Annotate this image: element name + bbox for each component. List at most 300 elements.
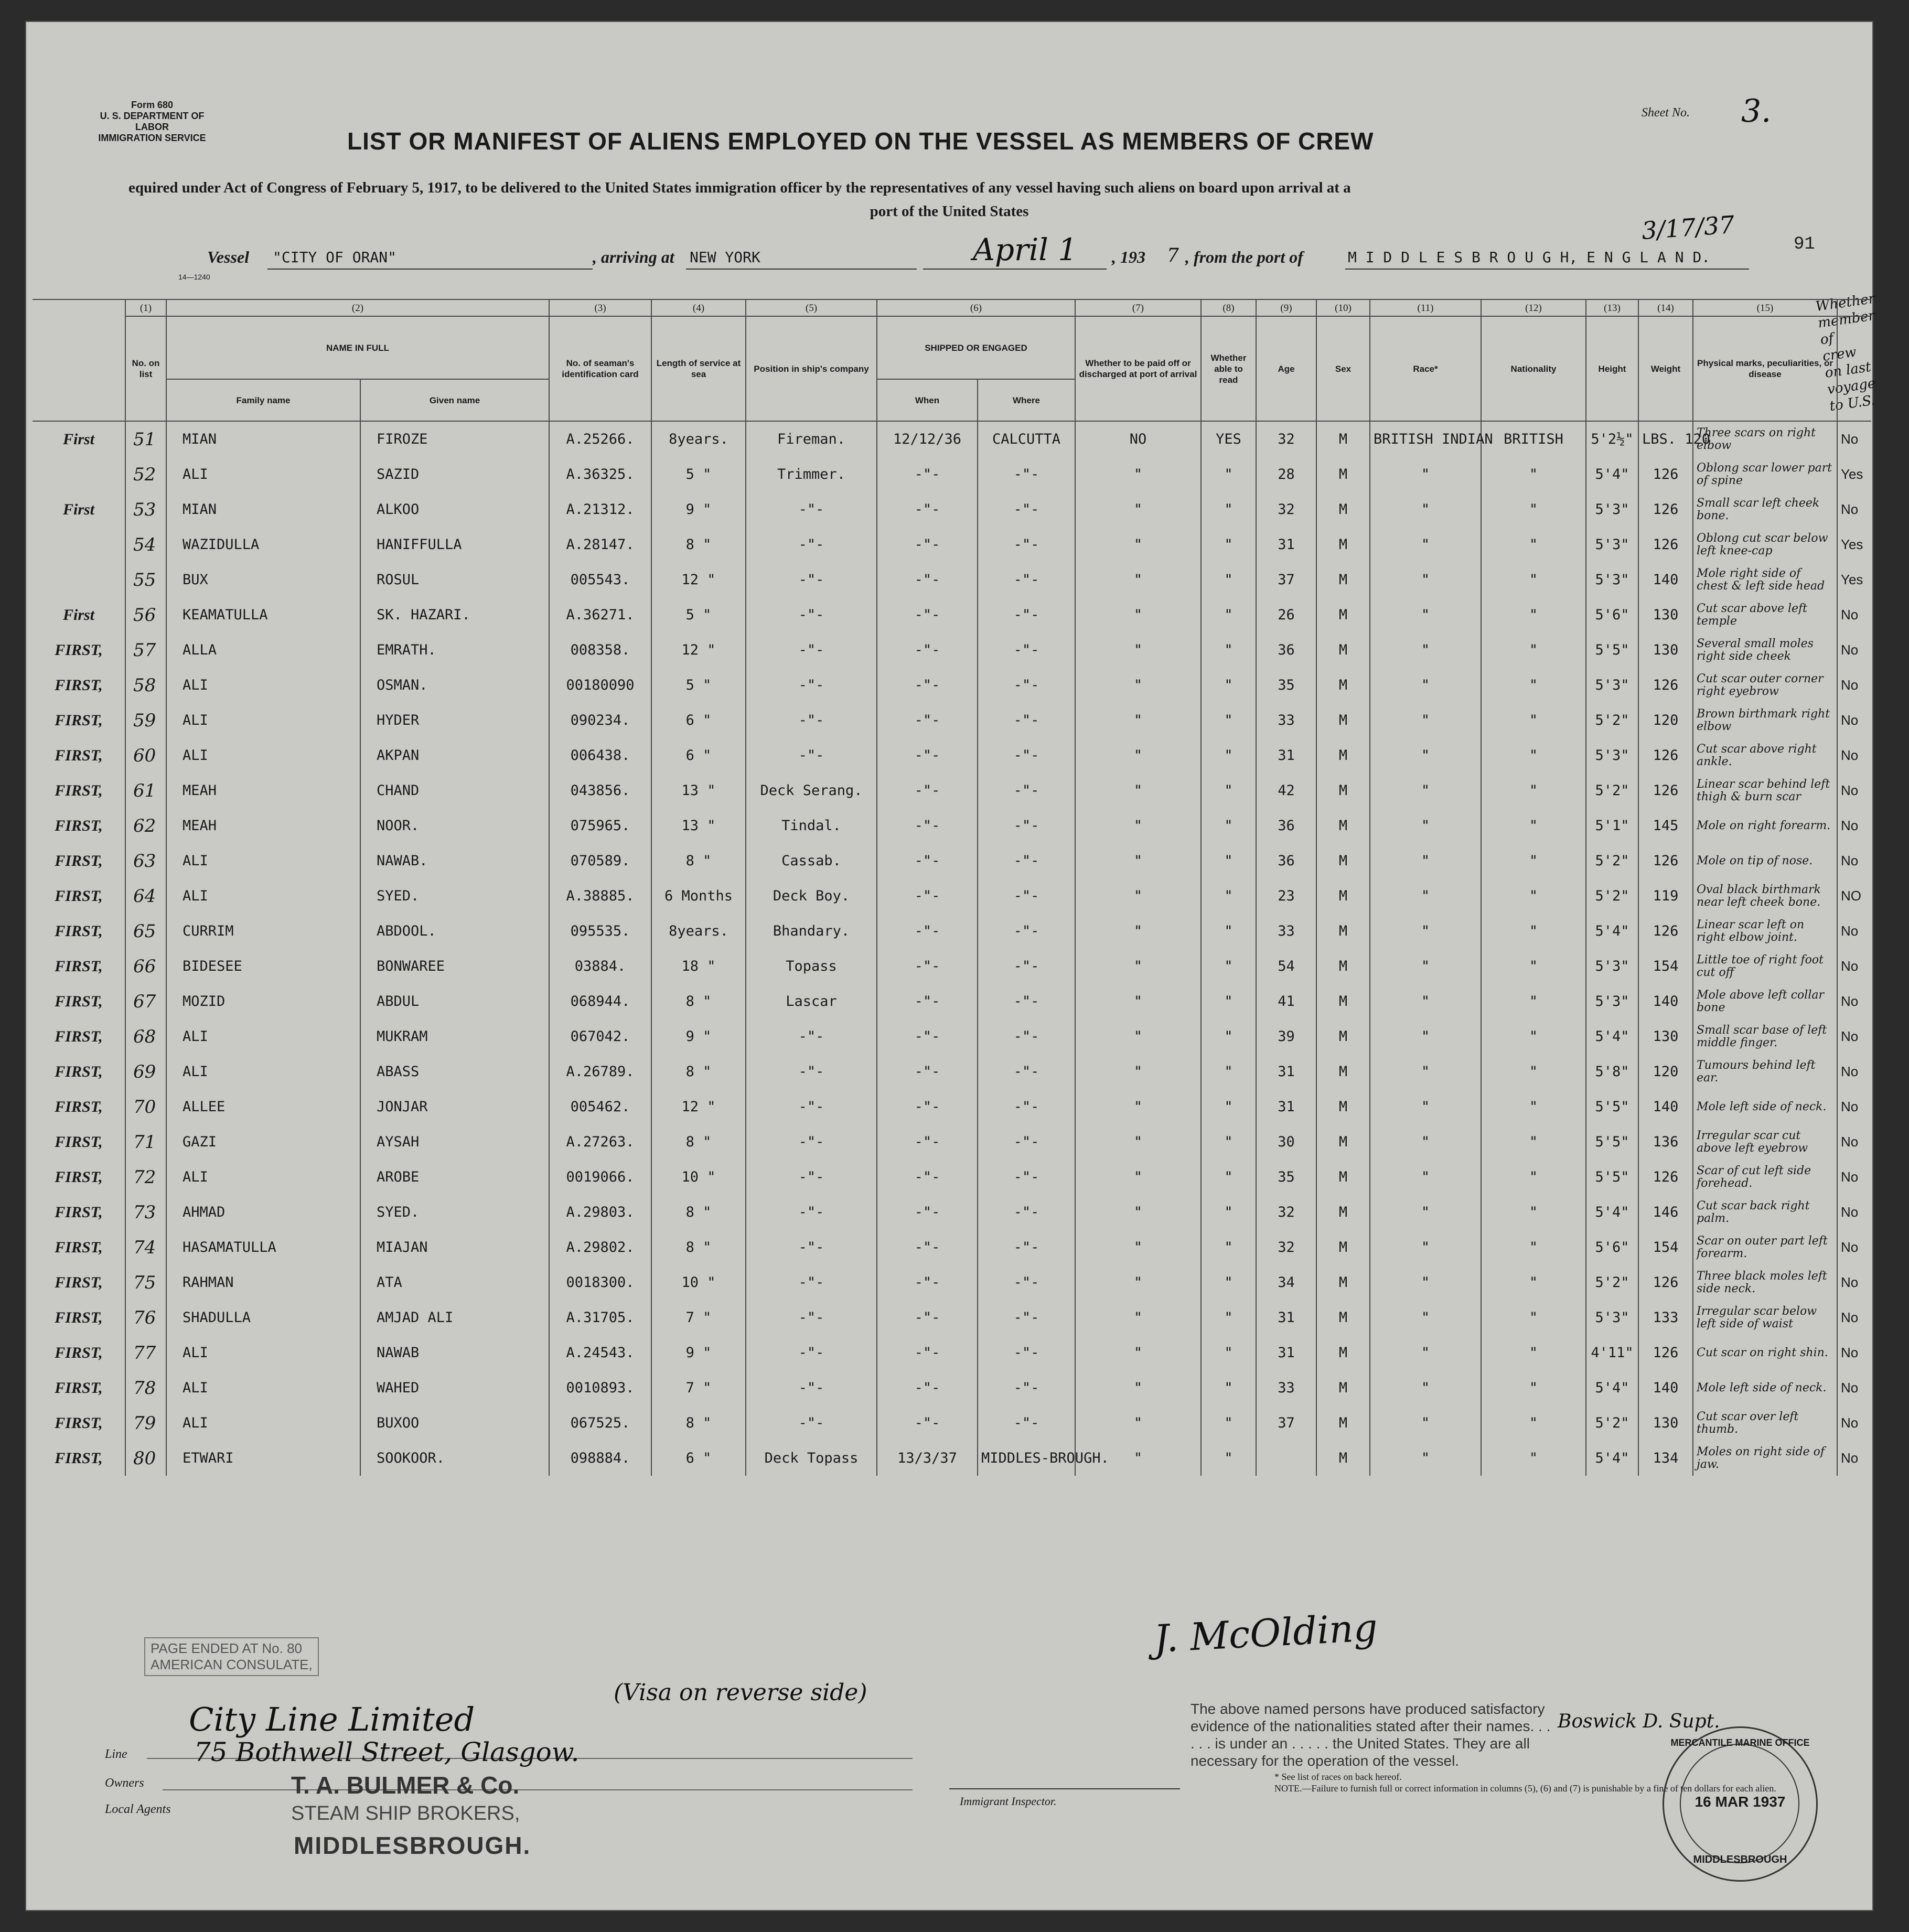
family-name: BUX: [166, 562, 360, 597]
prior-voyage: No: [1837, 914, 1871, 949]
service-length: 10 ": [651, 1160, 746, 1195]
sex: M: [1316, 843, 1370, 878]
sheet-number: 3.: [1741, 93, 1772, 130]
position: -"-: [746, 703, 877, 738]
row-tag: FIRST,: [33, 703, 125, 738]
physical-marks: Oblong cut scar below left knee-cap: [1693, 527, 1837, 562]
service: IMMIGRATION SERVICE: [98, 133, 206, 143]
shipped-when: -"-: [877, 738, 978, 773]
prior-voyage: No: [1837, 1441, 1871, 1476]
table-row: [33, 1405, 1871, 1441]
table-row: [33, 1160, 1871, 1195]
height: 5'4": [1586, 1195, 1638, 1230]
col-num-1: (1): [125, 299, 166, 316]
position: -"-: [746, 562, 877, 597]
paid-off: ": [1075, 1300, 1201, 1335]
shipped-where: CALCUTTA: [978, 421, 1075, 457]
list-number: 64: [125, 878, 166, 914]
row-tag: [33, 527, 125, 562]
table-row: [33, 703, 1871, 738]
able-to-read: ": [1201, 703, 1256, 738]
shipped-when: -"-: [877, 527, 978, 562]
race: ": [1370, 457, 1481, 492]
service-length: 6 ": [651, 738, 746, 773]
age: 32: [1256, 421, 1316, 457]
shipped-where: -"-: [978, 1054, 1075, 1089]
card-number: 005462.: [549, 1089, 651, 1124]
family-name: HASAMATULLA: [166, 1230, 360, 1265]
prior-voyage: Yes: [1837, 527, 1871, 562]
list-number: 72: [125, 1160, 166, 1195]
sex: M: [1316, 1160, 1370, 1195]
row-tag: FIRST,: [33, 1195, 125, 1230]
print-code: 14—1240: [178, 273, 210, 281]
list-number: 74: [125, 1230, 166, 1265]
given-name: BONWAREE: [360, 949, 549, 984]
prior-voyage: No: [1837, 1160, 1871, 1195]
able-to-read: ": [1201, 1019, 1256, 1054]
page-number: 91: [1794, 234, 1815, 254]
card-number: 098884.: [549, 1441, 651, 1476]
card-number: 0019066.: [549, 1160, 651, 1195]
sex: M: [1316, 1441, 1370, 1476]
service-length: 10 ": [651, 1265, 746, 1300]
shipped-where: -"-: [978, 1124, 1075, 1160]
weight: 126: [1638, 773, 1693, 808]
position: -"-: [746, 1300, 877, 1335]
table-row: [33, 1195, 1871, 1230]
height: 5'2": [1586, 1405, 1638, 1441]
list-number: 67: [125, 984, 166, 1019]
able-to-read: ": [1201, 843, 1256, 878]
able-to-read: ": [1201, 492, 1256, 527]
weight: 133: [1638, 1300, 1693, 1335]
table-row: [33, 562, 1871, 597]
height: 5'6": [1586, 1230, 1638, 1265]
sex: M: [1316, 1089, 1370, 1124]
shipped-where: -"-: [978, 492, 1075, 527]
header-where: Where: [978, 379, 1075, 421]
height: 5'3": [1586, 668, 1638, 703]
weight: 134: [1638, 1441, 1693, 1476]
col-num-3: (3): [549, 299, 651, 316]
stamp-city: MIDDLESBROUGH: [1693, 1854, 1787, 1865]
sex: M: [1316, 492, 1370, 527]
shipped-when: 12/12/36: [877, 421, 978, 457]
race: ": [1370, 1335, 1481, 1370]
paid-off: ": [1075, 1441, 1201, 1476]
sex: M: [1316, 668, 1370, 703]
paid-off: ": [1075, 1370, 1201, 1405]
age: 28: [1256, 457, 1316, 492]
physical-marks: Mole left side of neck.: [1693, 1089, 1837, 1124]
paid-off: ": [1075, 1230, 1201, 1265]
physical-marks: Cut scar above right ankle.: [1693, 738, 1837, 773]
age: 34: [1256, 1265, 1316, 1300]
weight: 140: [1638, 984, 1693, 1019]
service-length: 9 ": [651, 1335, 746, 1370]
card-number: A.36325.: [549, 457, 651, 492]
header-age: Age: [1256, 316, 1316, 421]
card-number: A.31705.: [549, 1300, 651, 1335]
service-length: 12 ": [651, 562, 746, 597]
position: -"-: [746, 597, 877, 632]
family-name: AHMAD: [166, 1195, 360, 1230]
position: -"-: [746, 1195, 877, 1230]
position: -"-: [746, 1019, 877, 1054]
page-ended-stamp: [144, 1637, 319, 1676]
header-sex: Sex: [1316, 316, 1370, 421]
age: 36: [1256, 808, 1316, 843]
race: ": [1370, 632, 1481, 668]
service-length: 8 ": [651, 1230, 746, 1265]
prior-voyage: Yes: [1837, 457, 1871, 492]
family-name: GAZI: [166, 1124, 360, 1160]
card-number: 067525.: [549, 1405, 651, 1441]
nationality: ": [1481, 878, 1586, 914]
family-name: MEAH: [166, 773, 360, 808]
card-number: 075965.: [549, 808, 651, 843]
family-name: ALI: [166, 1335, 360, 1370]
given-name: HYDER: [360, 703, 549, 738]
physical-marks: Mole right side of chest & left side head: [1693, 562, 1837, 597]
given-name: WAHED: [360, 1370, 549, 1405]
height: 5'2½": [1586, 421, 1638, 457]
shipped-when: -"-: [877, 914, 978, 949]
nationality: ": [1481, 1405, 1586, 1441]
prior-voyage: No: [1837, 1300, 1871, 1335]
table-row: [33, 527, 1871, 562]
line-label: Line: [105, 1747, 127, 1761]
race: ": [1370, 1370, 1481, 1405]
shipped-when: -"-: [877, 1089, 978, 1124]
shipped-where: -"-: [978, 457, 1075, 492]
race: ": [1370, 984, 1481, 1019]
race: ": [1370, 703, 1481, 738]
vessel-label: Vessel: [207, 248, 249, 266]
age: 32: [1256, 1195, 1316, 1230]
table-row: [33, 1265, 1871, 1300]
shipped-when: -"-: [877, 1265, 978, 1300]
prior-voyage: No: [1837, 1265, 1871, 1300]
certify-text: The above named persons have produced satisfactory evidence of the nationalities stated after their names. . . . . . is under an . . . . . the United States. They are all necessary for the operation of the vessel.: [1191, 1701, 1551, 1769]
given-name: NOOR.: [360, 808, 549, 843]
age: 31: [1256, 1089, 1316, 1124]
paid-off: ": [1075, 984, 1201, 1019]
sex: M: [1316, 949, 1370, 984]
header-position: Position in ship's company: [746, 316, 877, 421]
card-number: A.29803.: [549, 1195, 651, 1230]
weight: 154: [1638, 949, 1693, 984]
header-seaman-card: No. of seaman's identification card: [549, 316, 651, 421]
paid-off: ": [1075, 562, 1201, 597]
table-row: [33, 1441, 1871, 1476]
physical-marks: Moles on right side of jaw.: [1693, 1441, 1837, 1476]
physical-marks: Small scar left cheek bone.: [1693, 492, 1837, 527]
nationality: ": [1481, 1124, 1586, 1160]
race: ": [1370, 843, 1481, 878]
card-number: 03884.: [549, 949, 651, 984]
shipped-where: -"-: [978, 562, 1075, 597]
card-number: 090234.: [549, 703, 651, 738]
given-name: EMRATH.: [360, 632, 549, 668]
paid-off: ": [1075, 1160, 1201, 1195]
shipped-where: -"-: [978, 527, 1075, 562]
race: ": [1370, 1019, 1481, 1054]
col-num-4: (4): [651, 299, 746, 316]
paid-off: ": [1075, 1335, 1201, 1370]
position: -"-: [746, 632, 877, 668]
sex: M: [1316, 878, 1370, 914]
shipped-when: -"-: [877, 984, 978, 1019]
card-number: A.36271.: [549, 597, 651, 632]
service-length: 8years.: [651, 914, 746, 949]
position: -"-: [746, 738, 877, 773]
weight: 126: [1638, 668, 1693, 703]
height: 5'4": [1586, 1370, 1638, 1405]
shipped-where: -"-: [978, 1230, 1075, 1265]
vessel-name: "CITY OF ORAN": [273, 249, 397, 266]
list-number: 60: [125, 738, 166, 773]
column-number-row: [33, 299, 1871, 316]
family-name: CURRIM: [166, 914, 360, 949]
sex: M: [1316, 1195, 1370, 1230]
card-number: 0018300.: [549, 1265, 651, 1300]
height: 5'2": [1586, 878, 1638, 914]
nationality: ": [1481, 984, 1586, 1019]
service-length: 5 ": [651, 597, 746, 632]
nationality: ": [1481, 1265, 1586, 1300]
nationality: ": [1481, 1089, 1586, 1124]
prior-voyage: No: [1837, 738, 1871, 773]
age: 33: [1256, 1370, 1316, 1405]
agents-label: Local Agents: [105, 1802, 171, 1816]
sex: M: [1316, 597, 1370, 632]
race: ": [1370, 1300, 1481, 1335]
service-length: 13 ": [651, 773, 746, 808]
race: ": [1370, 1441, 1481, 1476]
service-length: 8 ": [651, 527, 746, 562]
list-number: 56: [125, 597, 166, 632]
shipped-when: -"-: [877, 808, 978, 843]
shipped-when: -"-: [877, 597, 978, 632]
sex: M: [1316, 1265, 1370, 1300]
family-name: ALI: [166, 878, 360, 914]
prior-voyage: No: [1837, 421, 1871, 457]
race: ": [1370, 808, 1481, 843]
service-length: 8 ": [651, 984, 746, 1019]
service-length: 9 ": [651, 492, 746, 527]
shipped-where: -"-: [978, 1370, 1075, 1405]
height: 5'5": [1586, 1089, 1638, 1124]
arriving-label: , arriving at: [593, 248, 674, 266]
table-row: [33, 1300, 1871, 1335]
position: Tindal.: [746, 808, 877, 843]
list-number: 78: [125, 1370, 166, 1405]
race: ": [1370, 878, 1481, 914]
family-name: ALI: [166, 1019, 360, 1054]
table-row: [33, 1089, 1871, 1124]
prior-voyage: No: [1837, 492, 1871, 527]
row-tag: FIRST,: [33, 1335, 125, 1370]
card-number: A.38885.: [549, 878, 651, 914]
race: ": [1370, 527, 1481, 562]
prior-voyage: No: [1837, 668, 1871, 703]
shipped-when: -"-: [877, 1230, 978, 1265]
race: ": [1370, 914, 1481, 949]
shipped-where: -"-: [978, 1089, 1075, 1124]
sex: M: [1316, 1124, 1370, 1160]
height: 5'1": [1586, 808, 1638, 843]
list-number: 65: [125, 914, 166, 949]
shipped-when: -"-: [877, 1370, 978, 1405]
sex: M: [1316, 1230, 1370, 1265]
height: 5'3": [1586, 738, 1638, 773]
card-number: 00180090: [549, 668, 651, 703]
page-title: LIST OR MANIFEST OF ALIENS EMPLOYED ON THE VESSEL AS MEMBERS OF CREW: [347, 127, 1374, 155]
able-to-read: ": [1201, 668, 1256, 703]
year-value: 7: [1167, 245, 1179, 266]
nationality: ": [1481, 1019, 1586, 1054]
owners-underline: [163, 1789, 913, 1790]
paid-off: ": [1075, 457, 1201, 492]
department: U. S. DEPARTMENT OF LABOR: [100, 111, 205, 132]
physical-marks: Tumours behind left ear.: [1693, 1054, 1837, 1089]
table-row: [33, 1370, 1871, 1405]
race: ": [1370, 1230, 1481, 1265]
row-tag: FIRST,: [33, 738, 125, 773]
given-name: AKPAN: [360, 738, 549, 773]
row-tag: FIRST,: [33, 878, 125, 914]
prior-voyage: No: [1837, 632, 1871, 668]
card-number: A.28147.: [549, 527, 651, 562]
from-underline: [1345, 269, 1749, 270]
nationality: ": [1481, 1335, 1586, 1370]
prior-voyage: No: [1837, 1405, 1871, 1441]
shipped-where: -"-: [978, 1300, 1075, 1335]
list-number: 68: [125, 1019, 166, 1054]
list-number: 54: [125, 527, 166, 562]
prior-voyage: No: [1837, 949, 1871, 984]
prior-voyage: No: [1837, 843, 1871, 878]
sex: M: [1316, 527, 1370, 562]
paid-off: ": [1075, 843, 1201, 878]
prior-voyage: No: [1837, 1230, 1871, 1265]
family-name: ALI: [166, 457, 360, 492]
prior-voyage: No: [1837, 1370, 1871, 1405]
given-name: AYSAH: [360, 1124, 549, 1160]
card-number: A.29802.: [549, 1230, 651, 1265]
service-length: 8 ": [651, 1124, 746, 1160]
prior-voyage: No: [1837, 597, 1871, 632]
physical-marks: Mole left side of neck.: [1693, 1370, 1837, 1405]
physical-marks: Linear scar behind left thigh & burn scar: [1693, 773, 1837, 808]
weight: 126: [1638, 1265, 1693, 1300]
service-length: 9 ": [651, 1019, 746, 1054]
shipped-where: -"-: [978, 914, 1075, 949]
shipped-when: -"-: [877, 1300, 978, 1335]
race: ": [1370, 949, 1481, 984]
shipped-when: -"-: [877, 632, 978, 668]
table-row: [33, 808, 1871, 843]
service-length: 6 ": [651, 703, 746, 738]
weight: 146: [1638, 1195, 1693, 1230]
col-num-8: (8): [1201, 299, 1256, 316]
race: ": [1370, 1089, 1481, 1124]
row-tag: [33, 562, 125, 597]
table-row: [33, 773, 1871, 808]
height: 5'2": [1586, 843, 1638, 878]
height: 5'4": [1586, 1441, 1638, 1476]
col-num-2: (2): [166, 299, 549, 316]
paid-off: ": [1075, 632, 1201, 668]
header-row-1: [33, 316, 1871, 379]
table-row: [33, 597, 1871, 632]
family-name: BIDESEE: [166, 949, 360, 984]
row-tag: [33, 457, 125, 492]
list-number: 53: [125, 492, 166, 527]
race: ": [1370, 1265, 1481, 1300]
able-to-read: ": [1201, 457, 1256, 492]
nationality: ": [1481, 703, 1586, 738]
shipped-when: -"-: [877, 492, 978, 527]
height: 5'5": [1586, 1160, 1638, 1195]
weight: 140: [1638, 1370, 1693, 1405]
header-name-in-full: NAME IN FULL: [166, 316, 549, 379]
weight: 154: [1638, 1230, 1693, 1265]
list-number: 52: [125, 457, 166, 492]
card-number: 070589.: [549, 843, 651, 878]
sex: M: [1316, 457, 1370, 492]
shipped-when: -"-: [877, 949, 978, 984]
shipped-where: -"-: [978, 632, 1075, 668]
row-tag: FIRST,: [33, 1265, 125, 1300]
race: ": [1370, 1195, 1481, 1230]
nationality: ": [1481, 773, 1586, 808]
able-to-read: ": [1201, 527, 1256, 562]
family-name: ALI: [166, 668, 360, 703]
row-tag: FIRST,: [33, 1054, 125, 1089]
age: 37: [1256, 562, 1316, 597]
service-length: 8 ": [651, 843, 746, 878]
table-row: [33, 1054, 1871, 1089]
line-value: City Line Limited: [189, 1700, 475, 1738]
row-tag: FIRST,: [33, 1441, 125, 1476]
sex: M: [1316, 1405, 1370, 1441]
table-row: [33, 843, 1871, 878]
card-number: A.21312.: [549, 492, 651, 527]
paid-off: ": [1075, 914, 1201, 949]
card-number: A.25266.: [549, 421, 651, 457]
list-number: 79: [125, 1405, 166, 1441]
card-number: 0010893.: [549, 1370, 651, 1405]
prior-voyage: No: [1837, 1124, 1871, 1160]
service-length: 8years.: [651, 421, 746, 457]
able-to-read: ": [1201, 773, 1256, 808]
service-length: 8 ": [651, 1054, 746, 1089]
position: Topass: [746, 949, 877, 984]
port-underline: [686, 269, 917, 270]
given-name: ABDUL: [360, 984, 549, 1019]
nationality: ": [1481, 1441, 1586, 1476]
card-number: 068944.: [549, 984, 651, 1019]
family-name: MOZID: [166, 984, 360, 1019]
page-ended: PAGE ENDED AT No. 80: [151, 1640, 302, 1656]
family-name: MIAN: [166, 421, 360, 457]
col-num-11: (11): [1370, 299, 1481, 316]
row-tag: FIRST,: [33, 773, 125, 808]
table-row: [33, 949, 1871, 984]
